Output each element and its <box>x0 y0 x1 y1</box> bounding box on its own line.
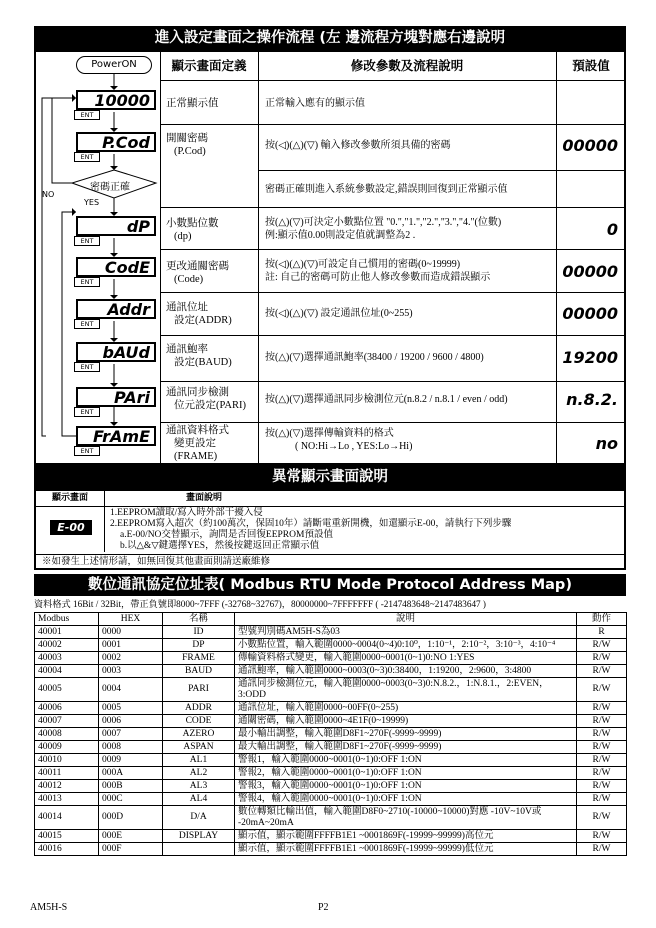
description-cell: 正常輸入應有的顯示值 <box>265 98 365 109</box>
modbus-cell: 40011 <box>35 767 99 780</box>
name-cell: ASPAN <box>163 741 235 754</box>
header-name: 名稱 <box>163 613 235 626</box>
hex-cell: 0007 <box>99 728 163 741</box>
no-label: NO <box>42 190 55 199</box>
default-value: no <box>595 434 618 453</box>
name-cell: BAUD <box>163 665 235 678</box>
row-divider <box>160 124 624 125</box>
address-table <box>34 612 627 856</box>
action-cell: R/W <box>577 754 627 767</box>
table-row <box>35 715 627 728</box>
row-divider <box>36 554 624 555</box>
action-cell: R/W <box>577 741 627 754</box>
header-definition: 顯示畫面定義 <box>171 58 247 73</box>
row-divider <box>160 422 624 423</box>
ent-key-label: ENT <box>74 277 100 287</box>
definition-cell: 小數點位數 (dp) <box>166 218 219 242</box>
lcd-code: CodE <box>76 257 156 277</box>
description-cell: 最大輸出調整，輸入範圍D8F1~270F(-9999~9999) <box>235 741 577 754</box>
row-divider <box>36 506 624 507</box>
modbus-cell: 40013 <box>35 793 99 806</box>
col-divider <box>160 52 161 463</box>
action-cell: R/W <box>577 806 627 830</box>
modbus-cell: 40003 <box>35 652 99 665</box>
name-cell <box>163 843 235 856</box>
header-modbus: Modbus <box>35 613 99 626</box>
row-divider <box>160 249 624 250</box>
ent-key-label: ENT <box>74 446 100 456</box>
name-cell: FRAME <box>163 652 235 665</box>
description-cell: 傳輸資料格式變更，輸入範圍0000~0001(0~1)0:NO 1:YES <box>235 652 577 665</box>
name-cell: ID <box>163 626 235 639</box>
header-description: 修改參數及流程說明 <box>350 58 464 73</box>
hex-cell: 000E <box>99 830 163 843</box>
header-hex: HEX <box>99 613 163 626</box>
lcd-frame: FrAmE <box>76 426 156 446</box>
modbus-cell: 40009 <box>35 741 99 754</box>
default-value: 19200 <box>562 348 618 367</box>
definition-cell: 通訊同步檢測 位元設定(PARI) <box>166 387 246 411</box>
modbus-cell: 40008 <box>35 728 99 741</box>
modbus-cell: 40014 <box>35 806 99 830</box>
action-cell: R/W <box>577 830 627 843</box>
modbus-cell: 40007 <box>35 715 99 728</box>
header-description: 說明 <box>235 613 577 626</box>
name-cell: AL4 <box>163 793 235 806</box>
action-cell: R <box>577 626 627 639</box>
name-cell: ADDR <box>163 702 235 715</box>
ent-key-label: ENT <box>74 407 100 417</box>
footer-page-number: P2 <box>318 902 329 913</box>
flow-table <box>34 50 626 465</box>
default-value: 00000 <box>562 262 618 281</box>
hex-cell: 0003 <box>99 665 163 678</box>
lcd-dp: dP <box>76 216 156 236</box>
hex-cell: 000A <box>99 767 163 780</box>
row-divider <box>160 207 624 208</box>
table-row <box>35 780 627 793</box>
description-cell: 按(◁)(△)(▽)可設定自己慣用的密碼(0~19999) 註: 自己的密碼可防止他人修改參數而造成錯誤顯示 <box>265 259 491 283</box>
name-cell: AZERO <box>163 728 235 741</box>
name-cell: AL1 <box>163 754 235 767</box>
table-row <box>35 678 627 702</box>
description-cell: 密碼正確則進入系統參數設定,錯誤則回復到正常顯示值 <box>265 184 508 195</box>
hex-cell: 0008 <box>99 741 163 754</box>
description-cell: 型號判別碼AM5H-S為03 <box>235 626 577 639</box>
modbus-cell: 40006 <box>35 702 99 715</box>
modbus-cell: 40015 <box>35 830 99 843</box>
description-cell: 顯示值，顯示範圍FFFFB1E1 ~0001869F(-19999~99999)低位元 <box>235 843 577 856</box>
description-cell: 通訊鮑率，輸入範圍0000~0003(0~3)0:38400，1:19200，2:9600，3:4800 <box>235 665 577 678</box>
action-cell: R/W <box>577 843 627 856</box>
row-divider <box>160 381 624 382</box>
table-row <box>35 741 627 754</box>
default-value: 00000 <box>562 136 618 155</box>
lcd-normal-display: 10000 <box>76 90 156 110</box>
ent-key-label: ENT <box>74 362 100 372</box>
modbus-cell: 40001 <box>35 626 99 639</box>
table-row <box>35 728 627 741</box>
header-default: 預設值 <box>572 58 610 73</box>
action-cell: R/W <box>577 678 627 702</box>
header-action: 動作 <box>577 613 627 626</box>
address-table-header <box>35 613 627 626</box>
row-divider <box>160 80 624 81</box>
hex-cell: 000D <box>99 806 163 830</box>
action-cell: R/W <box>577 702 627 715</box>
table-row <box>35 702 627 715</box>
description-cell: 通訊同步檢測位元，輸入範圍0000~0003(0~3)0:N.8.2.，1:N.8.1.，2:EVEN，3:ODD <box>235 678 577 702</box>
row-divider <box>160 292 624 293</box>
hex-cell: 0009 <box>99 754 163 767</box>
table-row <box>35 639 627 652</box>
ent-key-label: ENT <box>74 110 100 120</box>
footer-model: AM5H-S <box>30 902 68 913</box>
hex-cell: 0000 <box>99 626 163 639</box>
default-value: n.8.2. <box>566 390 618 409</box>
description-cell: 警報1，輸入範圍0000~0001(0~1)0:OFF 1:ON <box>235 754 577 767</box>
table-row <box>35 767 627 780</box>
description-cell: 按(◁)(△)(▽) 輸入修改參數所須具備的密碼 <box>265 140 451 151</box>
error-table <box>34 489 626 570</box>
description-cell: 警報2，輸入範圍0000~0001(0~1)0:OFF 1:ON <box>235 767 577 780</box>
description-cell: 按(△)(▽)選擇通訊同步檢測位元(n.8.2 / n.8.1 / even / odd) <box>265 394 508 405</box>
description-cell: 按(◁)(△)(▽) 設定通訊位址(0~255) <box>265 308 413 319</box>
description-cell: 警報4，輸入範圍0000~0001(0~1)0:OFF 1:ON <box>235 793 577 806</box>
hex-cell: 0004 <box>99 678 163 702</box>
modbus-cell: 40016 <box>35 843 99 856</box>
table-row <box>35 793 627 806</box>
table-row <box>35 652 627 665</box>
name-cell: PARI <box>163 678 235 702</box>
lcd-addr: Addr <box>76 299 156 319</box>
hex-cell: 0001 <box>99 639 163 652</box>
action-cell: R/W <box>577 665 627 678</box>
header-screen-description: 畫面說明 <box>185 493 222 503</box>
hex-cell: 0002 <box>99 652 163 665</box>
ent-key-label: ENT <box>74 236 100 246</box>
modbus-cell: 40012 <box>35 780 99 793</box>
description-cell: 小數點位置，輸入範圍0000~0004(0~4)0:10⁰，1:10⁻¹，2:10⁻²，3:10⁻³，4:10⁻⁴ <box>235 639 577 652</box>
action-cell: R/W <box>577 715 627 728</box>
description-cell: 通關密碼，輸入範圍0000~4E1F(0~19999) <box>235 715 577 728</box>
definition-cell: 通訊位址 設定(ADDR) <box>166 302 232 326</box>
yes-label: YES <box>84 198 100 207</box>
error-line: b.以△&▽鍵選擇YES，然後按鍵返回正常顯示值 <box>120 541 320 551</box>
error-note: ※如發生上述情形請，如無回復其他畫面則請送廠維修 <box>42 557 271 567</box>
hex-cell: 000B <box>99 780 163 793</box>
error-code-lcd: E-00 <box>50 520 92 535</box>
definition-cell: 開關密碼 (P.Cod) <box>166 133 208 157</box>
table-row <box>35 754 627 767</box>
modbus-cell: 40004 <box>35 665 99 678</box>
description-cell: 按(△)(▽)可決定小數點位置 "0.","1.","2.","3.","4."(位數) 例:顯示值0.00則設定值就調整為2 . <box>265 217 502 241</box>
table-row <box>35 626 627 639</box>
description-cell: 顯示值，顯示範圍FFFFB1E1 ~0001869F(-19999~99999)高位元 <box>235 830 577 843</box>
table-row <box>35 843 627 856</box>
definition-cell: 通訊鮑率 設定(BAUD) <box>166 344 232 368</box>
action-cell: R/W <box>577 793 627 806</box>
name-cell: AL3 <box>163 780 235 793</box>
header-screen: 顯示畫面 <box>51 493 88 503</box>
action-cell: R/W <box>577 652 627 665</box>
error-section-title: 異常顯示畫面說明 <box>34 465 626 489</box>
action-cell: R/W <box>577 728 627 741</box>
hex-cell: 0005 <box>99 702 163 715</box>
error-line: a.E-00/NO交替顯示，詢問是否回復EEPROM預設值 <box>120 530 333 540</box>
action-cell: R/W <box>577 780 627 793</box>
definition-cell: 更改通關密碼 (Code) <box>166 261 229 285</box>
name-cell: DP <box>163 639 235 652</box>
address-map-title: 數位通訊協定位址表( Modbus RTU Mode Protocol Address Map) <box>34 574 626 596</box>
modbus-cell: 40010 <box>35 754 99 767</box>
data-format-line: 資料格式 16Bit / 32Bit，帶正負號即8000~7FFF (-32768~32767)，80000000~7FFFFFFF ( -2147483648~2147483647 ) <box>34 599 486 609</box>
flow-section-title: 進入設定畫面之操作流程 (左 邊流程方塊對應右邊說明 <box>34 26 626 50</box>
lcd-pari: PAri <box>76 387 156 407</box>
lcd-pcod: P.Cod <box>76 132 156 152</box>
hex-cell: 000C <box>99 793 163 806</box>
table-row <box>35 830 627 843</box>
description-cell: 通訊位址，輸入範圍0000~00FF(0~255) <box>235 702 577 715</box>
definition-cell: 正常顯示值 <box>166 98 219 109</box>
password-check-label: 密碼正確 <box>90 182 130 193</box>
definition-cell: 通訊資料格式 變更設定 (FRAME) <box>166 425 229 462</box>
default-value: 0 <box>606 220 618 239</box>
description-cell: 按(△)(▽)選擇通訊鮑率(38400 / 19200 / 9600 / 4800) <box>265 352 484 363</box>
modbus-cell: 40002 <box>35 639 99 652</box>
description-cell: 按(△)(▽)選擇傳輸資料的格式 ( NO:Hi→Lo , YES:Lo→Hi) <box>265 428 413 452</box>
modbus-cell: 40005 <box>35 678 99 702</box>
name-cell: AL2 <box>163 767 235 780</box>
power-on-node: PowerON <box>76 56 152 74</box>
ent-key-label: ENT <box>74 319 100 329</box>
description-cell: 最小輸出調整，輸入範圍D8F1~270F(-9999~9999) <box>235 728 577 741</box>
description-cell: 數位轉類比輸出值，輸入範圍D8F0~2710(-10000~10000)對應 -10V~10V或 -20mA~20mA <box>235 806 577 830</box>
hex-cell: 0006 <box>99 715 163 728</box>
row-divider <box>258 170 624 171</box>
hex-cell: 000F <box>99 843 163 856</box>
default-value: 00000 <box>562 304 618 323</box>
error-line: 1.EEPROM讀取/寫入時外部干擾入侵 <box>110 508 263 518</box>
ent-key-label: ENT <box>74 152 100 162</box>
action-cell: R/W <box>577 639 627 652</box>
name-cell: D/A <box>163 806 235 830</box>
col-divider <box>258 52 259 463</box>
error-line: 2.EEPROM寫入超次（約100萬次，保固10年）請斷電重新開機，如還顯示E-00，請執行下列步驟 <box>110 519 512 529</box>
action-cell: R/W <box>577 767 627 780</box>
table-row <box>35 665 627 678</box>
description-cell: 警報3，輸入範圍0000~0001(0~1)0:OFF 1:ON <box>235 780 577 793</box>
table-row <box>35 806 627 830</box>
name-cell: CODE <box>163 715 235 728</box>
row-divider <box>160 335 624 336</box>
lcd-baud: bAUd <box>76 342 156 362</box>
name-cell: DISPLAY <box>163 830 235 843</box>
